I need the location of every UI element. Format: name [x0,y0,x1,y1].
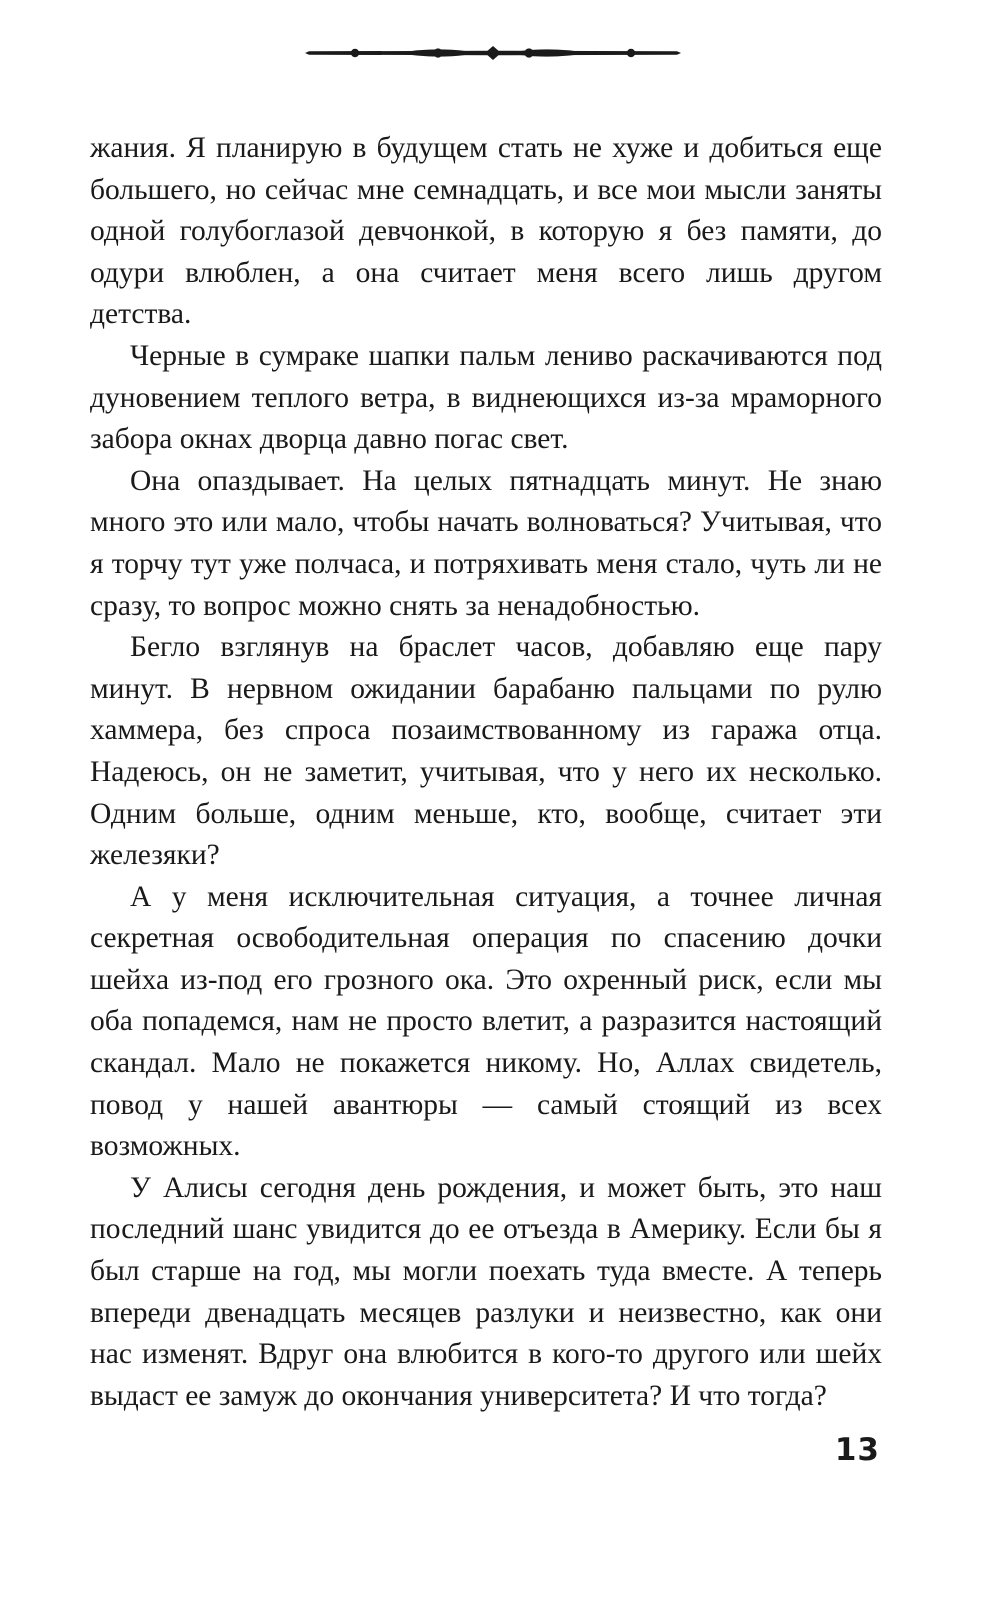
page-number: 13 [834,1432,880,1468]
body-text [90,128,882,1417]
paragraph-2: Черные в сумраке шапки пальм лениво раскачиваются под дуновением теплого ветра, в виднеющихся из-за мраморного забора окнах дворца давно погас свет. [90,339,882,456]
paragraph-5: А у меня исключительная ситуация, а точнее личная секретная освободительная операция по спасению дочки шейха из-под его грозного ока. Это охренный риск, если мы оба попадемся, нам не просто влетит, а разразится настоящий скандал. Мало не покажется никому. Но, Аллах свидетель, повод у нашей авантюры — самый стоящий из всех возможных. [90,880,882,1163]
ornamental-divider-icon [305,38,681,68]
paragraph-4: Бегло взглянув на браслет часов, добавляю еще пару минут. В нервном ожидании барабаню пальцами по рулю хаммера, без спроса позаимствованному из гаража отца. Надеюсь, он не заметит, учитывая, что у него их несколько. Одним больше, одним меньше, кто, вообще, считает эти железяки? [90,631,882,872]
paragraph-3: Она опаздывает. На целых пятнадцать минут. Не знаю много это или мало, чтобы начать волноваться? Учитывая, что я торчу тут уже полчаса, и потряхивать меня стало, чуть ли не сразу, то вопрос можно снять за ненадобностью. [90,464,882,622]
paragraph-6: У Алисы сегодня день рождения, и может быть, это наш последний шанс увидится до ее отъезда в Америку. Если бы я был старше на год, мы могли поехать туда вместе. А теперь впереди двенадцать месяцев разлуки и неизвестно, как они нас изменят. Вдруг она влюбится в кого-то другого или шейх выдаст ее замуж до окончания университета? И что тогда? [90,1171,882,1412]
paragraph-1: жания. Я планирую в будущем стать не хуже и добиться еще большего, но сейчас мне семнадцать, и все мои мысли заняты одной голубоглазой девчонкой, в которую я без памяти, до одури влюблен, а она считает меня всего лишь другом детства. [90,132,882,331]
